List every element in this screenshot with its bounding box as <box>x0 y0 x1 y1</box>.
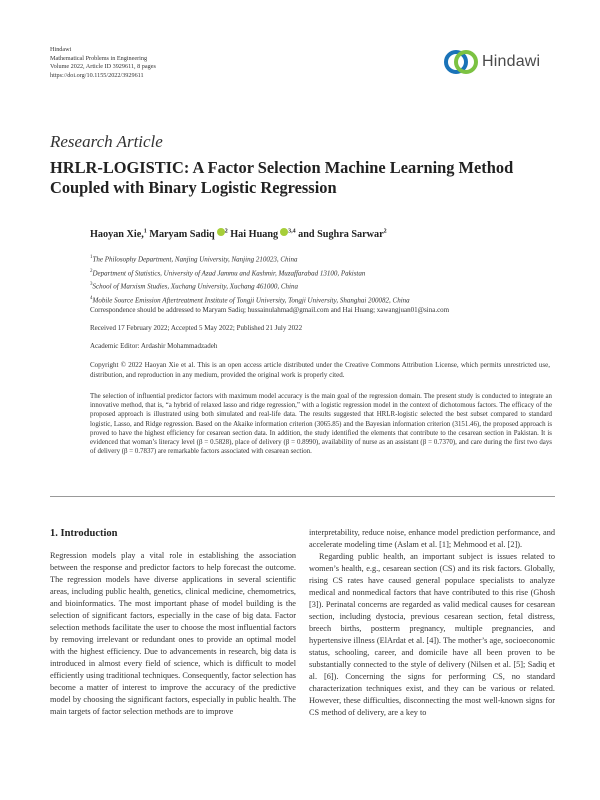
author-name: Haoyan Xie, <box>90 229 144 240</box>
author-name: and Sughra Sarwar <box>298 229 384 240</box>
author-sup: 2 <box>383 228 387 235</box>
author-sup: 3,4 <box>288 228 296 235</box>
abstract: The selection of influential predictor factors with maximum model accuracy is the main goal of the regression domain. The present study is conducted to integrate an innovative method, that is, “a hybrid of relaxed lasso and ridge regression,” with a logistic regression model in the context of dichotomous factors. The efficacy of the proposed approach is illustrated using both simulated and real-life data. The results suggested that HRLR-logistic selected the best subset compared to standard logistic, Lasso, and Ridge regression. Based on the Akaike information criterion (3065.85) and the Bayesian information criterion (3151.46), the proposed approach is proved to have the highest efficiency for cesarean section data. In addition, the study identified the elements that contribute to the cesarean section in Pakistan. It is evidenced that woman’s literacy level (β = 0.5828), place of delivery (β = 0.8990), availability of nurse as an assistant (β = 0.7370), and care during the first two days of delivery (β = 0.7837) are remarkable factors associated with cesarean section. <box>90 393 552 456</box>
copyright-notice: Copyright © 2022 Haoyan Xie et al. This is an open access article distributed under the Creative Commons Attribution License, which permits unrestricted use, distribution, and reproduction in any medium, provided the original work is properly cited. <box>90 361 550 379</box>
paragraph: interpretability, reduce noise, enhance model prediction performance, and accelerate modeling time (Aslam et al. [1]; Mehmood et al. [2]). <box>309 528 555 549</box>
author-sup: 2 <box>224 228 228 235</box>
academic-editor: Academic Editor: Ardashir Mohammadzadeh <box>90 342 218 350</box>
paragraph: Regarding public health, an important subject is issues related to women’s health, e.g., cesarean section (CS) and its risk factors. Globally, rising CS rates have caused general populace specialists to analyze medical and nonmedical factors that have contributed to this rise (Ghosh [3]). Perinatal concerns are regarded as valid medical causes for cesarean section, including dystocia, previous cesarean section, fetal distress, breech births, postterm pregnancy, multiple pregnancies, and hypertensive illness (ElArdat et al. [4]). The mother’s age, socioeconomic status, schooling, career, and domicile have all been proven to be substantially connected to the style of delivery (Nilsen et al. [5]; Sadiq et al. [6]). Concerning the signs for performing CS, no standard characterization techniques exist, and they can be various or related. However, these difficulties, disconnecting the most well-known signs for CS method of delivery, are a key to <box>309 552 555 717</box>
affiliation: $^2$Department of Statistics, University of Azad Jammu and Kashmir, Muzaffarabad 13100, Pakistan <box>90 268 366 277</box>
section-divider <box>50 496 555 497</box>
intro-right-column <box>309 527 555 719</box>
journal-name: Mathematical Problems in Engineering <box>50 54 148 62</box>
publication-dates: Received 17 February 2022; Accepted 5 May 2022; Published 21 July 2022 <box>90 324 303 332</box>
hindawi-logo[interactable] <box>444 42 556 82</box>
publisher-name: Hindawi <box>50 46 72 53</box>
affiliation: $^4$Mobile Source Emission Aftertreatment Institute of Tongji University, Tongji University, Shanghai 200082, China <box>90 295 410 304</box>
paragraph: Regression models play a vital role in establishing the association between the response and predictor factors to help forecast the outcome. The regression models have diverse applications in several scientific areas, including public health, genetics, clinical medicine, chemometrics, and bioinformatics. The most important phase of model building is the selection of significant factors, especially in the case of big data. Factor selection methods facilitate the user to choose the most influential factors by removing irrelevant or redundant ones to provide an optimal model with the highest efficiency. Due to advancements in research, big data is introduced in almost every field of science, which is difficult to model efficiently using traditional techniques. Consequently, factor selection has become a matter of interest to improve the accuracy of the predictive model by choosing the significant factors, especially in public health. The main targets of factor selection methods are to improve <box>50 551 296 716</box>
title-line-2: Coupled with Binary Logistic Regression <box>50 178 337 197</box>
affiliations <box>90 252 550 306</box>
journal-meta <box>50 46 156 80</box>
section-heading: 1. Introduction <box>50 528 118 539</box>
affiliation: $^3$School of Marxism Studies, Xuchang University, Xuchang 461000, China <box>90 282 299 291</box>
doi-link[interactable]: https://doi.org/10.1155/2022/3929611 <box>50 71 144 79</box>
article-type: Research Article <box>50 132 163 151</box>
volume-info: Volume 2022, Article ID 3929611, 8 pages <box>50 63 156 71</box>
author-name: Hai Huang <box>230 229 279 240</box>
title-line-1: HRLR-LOGISTIC: A Factor Selection Machine Learning Method <box>50 158 514 177</box>
logo-text: Hindawi <box>482 53 541 70</box>
author-sup: 1 <box>143 228 147 235</box>
hindawi-logo-icon <box>444 49 478 75</box>
author-name: Maryam Sadiq <box>149 229 215 240</box>
author-list <box>90 228 550 240</box>
correspondence: Correspondence should be addressed to Maryam Sadiq; hussainulahmad@gmail.com and Hai Huang; xawangjuan01@sina.com <box>90 306 450 314</box>
intro-left-column <box>50 550 296 718</box>
article-title <box>50 158 555 198</box>
orcid-icon[interactable] <box>217 228 225 236</box>
affiliation: $^1$The Philosophy Department, Nanjing University, Nanjing 210023, China <box>90 255 298 264</box>
orcid-icon[interactable] <box>280 228 288 236</box>
